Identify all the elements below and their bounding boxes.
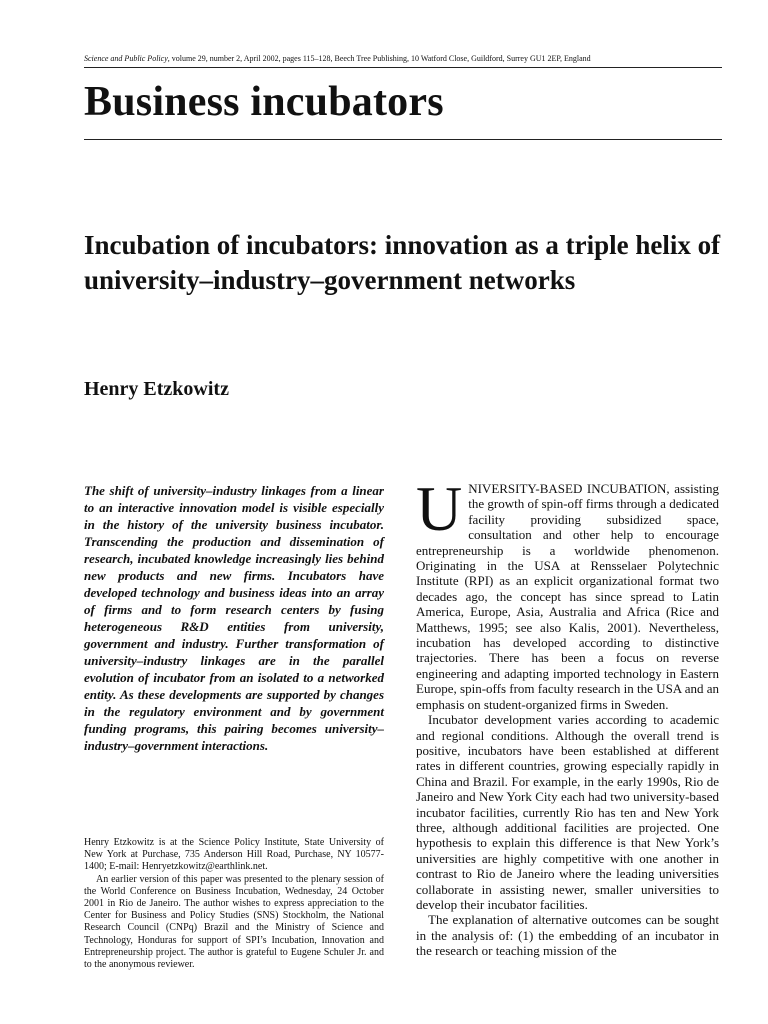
journal-citation-header [84,54,722,63]
body-paragraph-2: Incubator development varies according to academic and regional conditions. Although the overall trend is positive, incubators have been established at different rates in different countries, growing especially rapidly in China and Brazil. For example, in the early 1990s, Rio de Janeiro and New York City each had two university-based incubator facilities, currently Rio has ten and New York three, although additional facilities are projected. One hypothesis to explain this difference is that New York’s universities are highly competitive with one another in contrast to Rio de Janeiro where the leading universities collaborate in assisting newer, smaller universities to develop their incubator facilities. [416,712,719,912]
citation-details: , volume 29, number 2, April 2002, pages 115–128, Beech Tree Publishing, 10 Watford Close, Guildford, Surrey GU1 2EP, England [167,54,591,63]
body-paragraph-1 [416,473,720,712]
header-rule [84,67,722,68]
body-paragraph-3: The explanation of alternative outcomes can be sought in the analysis of: (1) the embedding of an incubator in the research or teaching mission of the [416,912,719,959]
author-footnote [84,837,384,971]
section-title: Business incubators [84,79,444,125]
article-title: Incubation of incubators: innovation as a triple helix of university–industry–government networks [84,230,721,295]
drop-cap: U [416,473,463,544]
section-title-rule [84,139,722,140]
body-paragraph-1-text: NIVERSITY-BASED INCUBATION, assisting the growth of spin-off firms through a dedicated facility providing subsidized space, consultation and other help to encourage entrepreneurship is a worldwide phenomenon. Originating in the USA at Rensselaer Polytechnic Institute (RPI) as an explicit organizational format two decades ago, the concept has since spread to Latin America, Europe, Asia, Australia and Africa (Rice and Matthews, 1995; see also Kalis, 2001). Nevertheless, incubation has developed according to distinctive trajectories. There has been a focus on reverse engineering and adapting imported technology in Eastern Europe, spin-offs from faculty research in the USA and an emphasis on student-organized firms in Sweden. [416,481,720,712]
journal-name: Science and Public Policy [84,54,168,63]
acknowledgement: An earlier version of this paper was presented to the plenary session of the World Conference on Business Incubation, Wednesday, 24 October 2001 in Rio de Janeiro. The author wishes to express appreciation to the Center for Business and Policy Studies (SNS) Stockholm, the National Research Council (CNPq) Brazil and the Ministry of Science and Technology, Honduras for support of SPI’s Incubation, Innovation and Entrepreneurship project. The author is grateful to Eugene Schuler Jr. and to the anonymous reviewer. [84,873,384,971]
author-name: Henry Etzkowitz [84,378,229,400]
body-text-column [416,473,720,959]
author-affiliation: Henry Etzkowitz is at the Science Policy Institute, State University of New York at Purchase, 735 Anderson Hill Road, Purchase, NY 10577-1400; E-mail: Henryetzkowitz@earthlink.net. [84,837,384,873]
abstract: The shift of university–industry linkages from a linear to an interactive innovation model is visible especially in the history of the university business incubator. Transcending the production and dissemination of research, incubated knowledge increasingly lies behind new products and new firms. Incubators have developed technology and business ideas into an array of firms and to form research centers by fusing heterogeneous R&D entities from university, government and industry. Further transformation of university–industry linkages are in the parallel evolution of incubator from an isolated to a networked entity. As these developments are supported by changes in the regulatory environment and by government funding programs, this pairing becomes university–industry–government interactions. [84,483,384,753]
